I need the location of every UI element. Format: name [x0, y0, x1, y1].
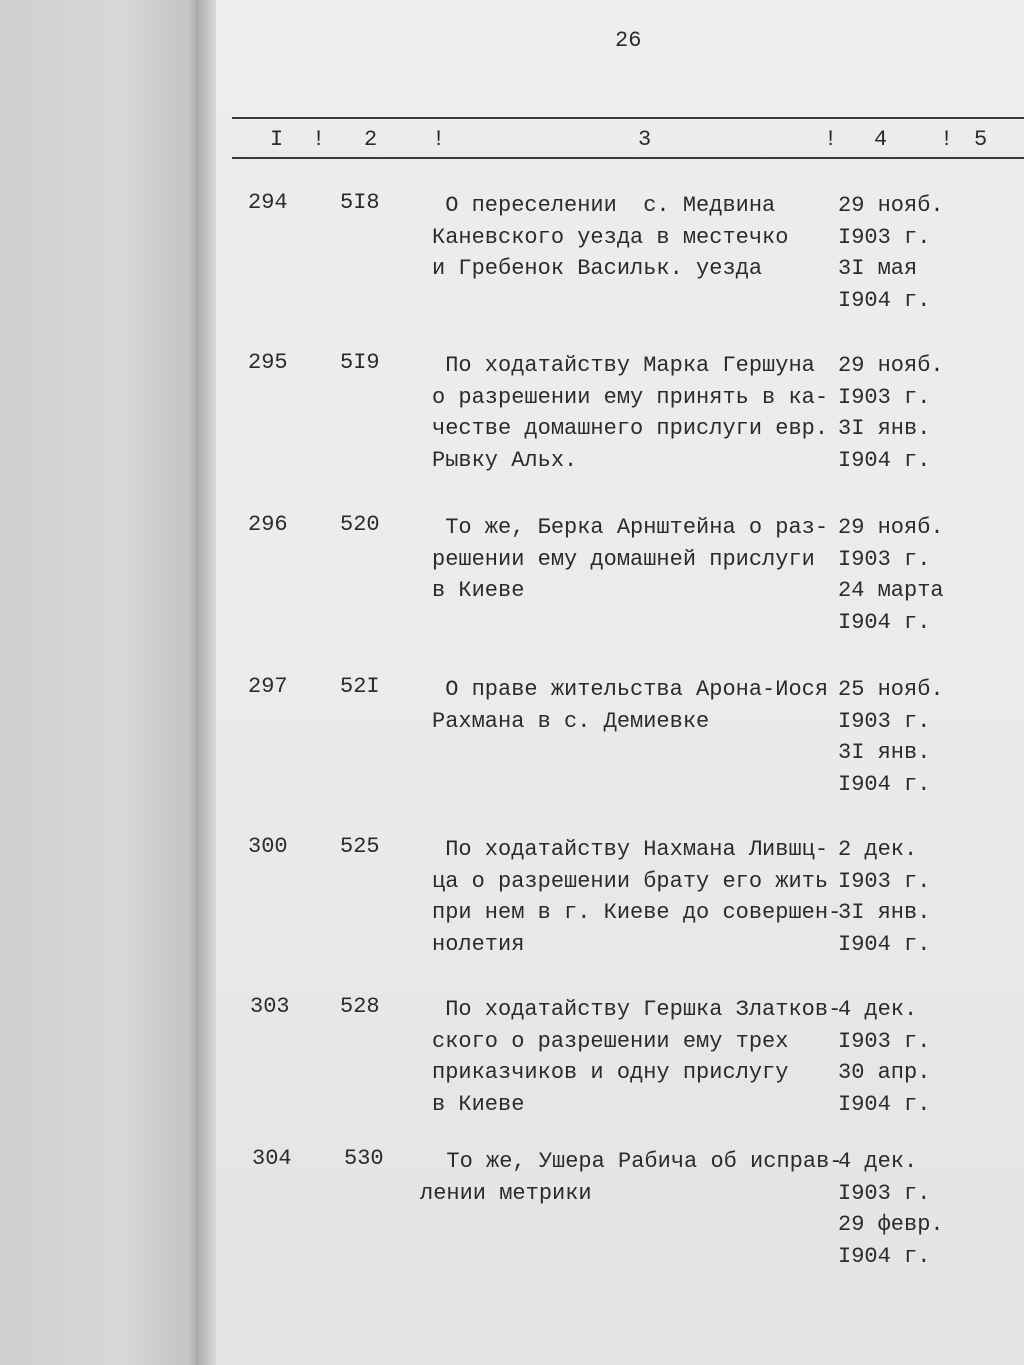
entry-dates	[838, 674, 944, 800]
header-col-1: I	[270, 127, 284, 152]
description-line: Каневского уезда в местечко	[432, 224, 789, 250]
book-gutter	[196, 0, 218, 1365]
date-line: I904 г.	[838, 609, 931, 635]
entry-dates	[838, 1146, 944, 1272]
entry-description	[432, 512, 828, 607]
header-col-2: 2	[364, 127, 378, 152]
date-line: 4 дек.	[838, 1149, 918, 1174]
description-line: приказчиков и одну прислугу	[432, 1060, 789, 1085]
date-line: I904 г.	[838, 447, 931, 473]
description-line: лении метрики	[420, 1180, 592, 1206]
date-line: 3I мая	[838, 256, 918, 281]
entry-dates	[838, 512, 944, 638]
header-separator: !	[940, 127, 954, 152]
date-line: I904 г.	[838, 1091, 931, 1117]
date-line: I903 г.	[838, 384, 931, 410]
entry-description	[420, 1146, 842, 1209]
date-line: 2 дек.	[838, 837, 918, 862]
date-line: 25 нояб.	[838, 677, 944, 702]
date-line: 3I янв.	[838, 740, 931, 765]
date-line: 3I янв.	[838, 900, 931, 925]
date-line: 4 дек.	[838, 997, 918, 1022]
entry-description	[432, 190, 788, 285]
date-line: I903 г.	[838, 546, 931, 572]
case-number: 530	[344, 1146, 384, 1171]
case-number: 5I8	[340, 190, 380, 215]
header-separator: !	[824, 127, 838, 152]
entry-number: 304	[252, 1146, 292, 1171]
date-line: 24 марта	[838, 578, 944, 603]
description-line: при нем в г. Киеве до совершен-	[432, 900, 842, 925]
description-line: Рахмана в с. Демиевке	[432, 708, 710, 734]
header-separator: !	[312, 127, 326, 152]
entry-dates	[838, 994, 930, 1120]
date-line: 30 апр.	[838, 1060, 931, 1085]
description-line: То же, Ушера Рабича об исправ-	[420, 1149, 843, 1174]
entry-description	[432, 834, 841, 960]
description-line: По ходатайству Гершка Златков-	[432, 997, 842, 1022]
date-line: 3I янв.	[838, 416, 931, 441]
description-line: в Киеве	[432, 578, 525, 603]
date-line: 29 нояб.	[838, 515, 944, 540]
case-number: 5I9	[340, 350, 380, 375]
date-line: 29 февр.	[838, 1212, 944, 1237]
header-col-3: 3	[638, 127, 652, 152]
description-line: По ходатайству Марка Гершуна	[432, 353, 815, 378]
entry-number: 294	[248, 190, 288, 215]
entry-description	[432, 994, 841, 1120]
date-line: I904 г.	[838, 287, 931, 313]
case-number: 528	[340, 994, 380, 1019]
date-line: I904 г.	[838, 771, 931, 797]
page-number: 26	[615, 28, 642, 53]
date-line: I903 г.	[838, 1028, 931, 1054]
description-line: По ходатайству Нахмана Лившц-	[432, 837, 829, 862]
date-line: I903 г.	[838, 1180, 931, 1206]
entry-number: 296	[248, 512, 288, 537]
header-separator: !	[432, 127, 446, 152]
header-top-rule	[232, 117, 1024, 119]
entry-number: 295	[248, 350, 288, 375]
header-col-4: 4	[874, 127, 888, 152]
date-line: I903 г.	[838, 224, 931, 250]
entry-dates	[838, 350, 944, 476]
description-line: О переселении с. Медвина	[432, 193, 776, 218]
entry-description	[432, 350, 828, 476]
date-line: 29 нояб.	[838, 353, 944, 378]
description-line: нолетия	[432, 931, 525, 957]
header-col-5: 5	[974, 127, 988, 152]
date-line: I903 г.	[838, 868, 931, 894]
description-line: решении ему домашней прислуги	[432, 546, 815, 572]
date-line: 29 нояб.	[838, 193, 944, 218]
description-line: То же, Берка Арнштейна о раз-	[432, 515, 829, 540]
entry-description	[432, 674, 828, 737]
entry-dates	[838, 190, 944, 316]
description-line: ского о разрешении ему трех	[432, 1028, 789, 1054]
entry-number: 300	[248, 834, 288, 859]
header-bottom-rule	[232, 157, 1024, 159]
description-line: честве домашнего прислуги евр.	[432, 416, 829, 441]
date-line: I904 г.	[838, 1243, 931, 1269]
description-line: и Гребенок Васильк. уезда	[432, 256, 763, 281]
entry-number: 303	[250, 994, 290, 1019]
entry-number: 297	[248, 674, 288, 699]
description-line: о разрешении ему принять в ка-	[432, 384, 829, 410]
entry-dates	[838, 834, 930, 960]
description-line: О праве жительства Арона-Иося	[432, 677, 829, 702]
description-line: Рывку Альх.	[432, 447, 578, 473]
case-number: 520	[340, 512, 380, 537]
description-line: ца о разрешении брату его жить	[432, 868, 829, 894]
case-number: 52I	[340, 674, 380, 699]
date-line: I904 г.	[838, 931, 931, 957]
description-line: в Киеве	[432, 1091, 525, 1117]
left-facing-page	[0, 0, 205, 1365]
date-line: I903 г.	[838, 708, 931, 734]
case-number: 525	[340, 834, 380, 859]
